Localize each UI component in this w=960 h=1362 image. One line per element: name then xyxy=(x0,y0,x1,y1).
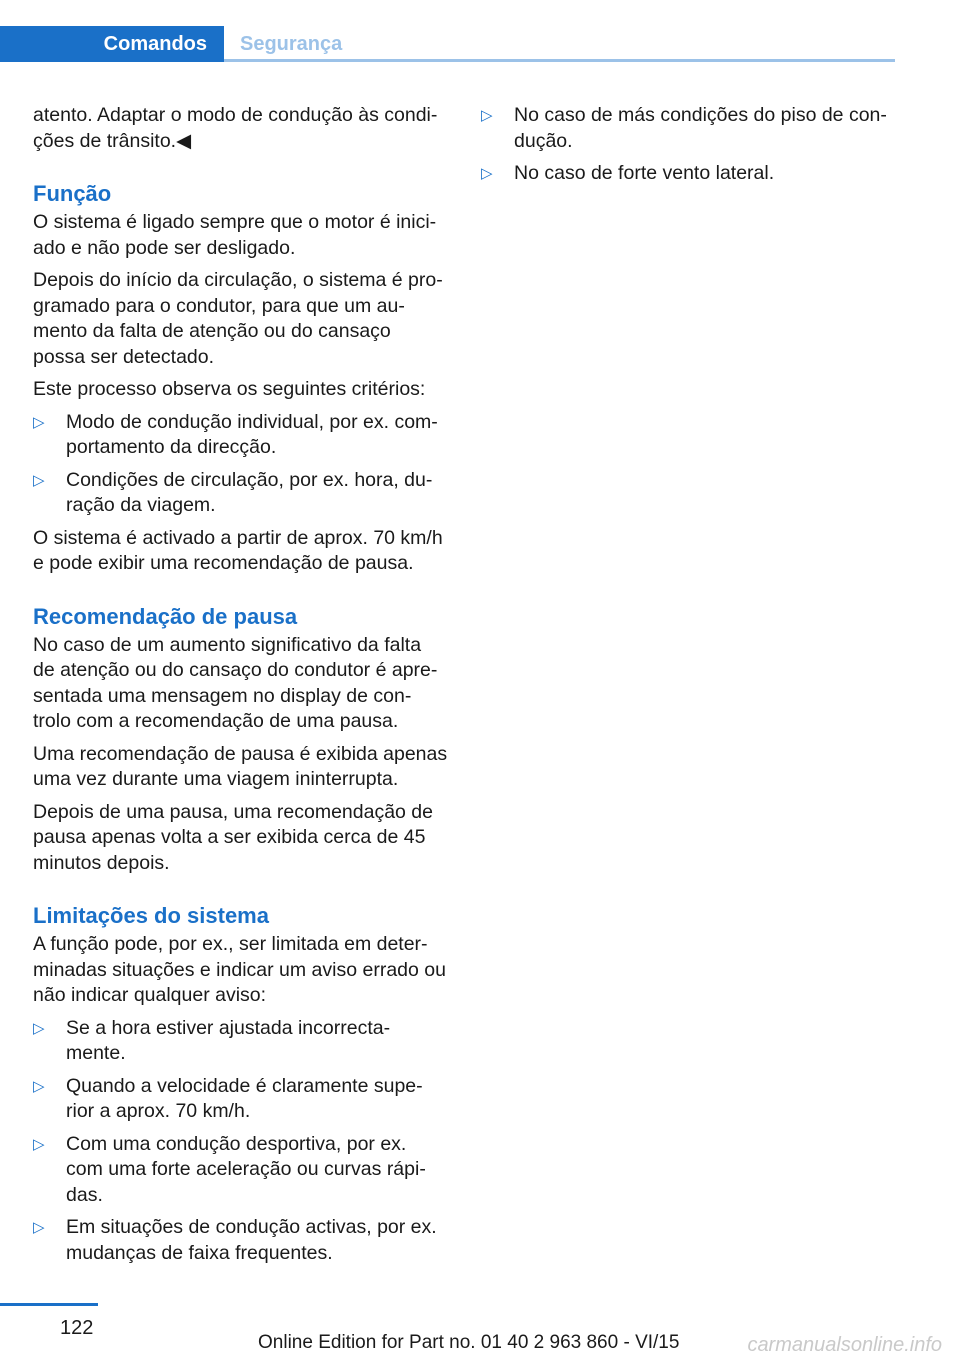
header-tab-seguranca: Segurança xyxy=(240,33,343,55)
limitations-list-continued xyxy=(481,103,896,187)
paragraph: Este processo observa os seguintes critérios: xyxy=(33,378,426,400)
triangle-bullet-icon: ▷ xyxy=(481,165,493,182)
list-item-text: Se a hora estiver ajustada incorrecta‐mente. xyxy=(66,1016,391,1064)
paragraph: No caso de um aumento significativo da falta de atenção ou do cansaço do condutor é apre‐sentada uma mensagem no display de con‐trolo com a recomendação de uma pausa. xyxy=(33,633,438,732)
list-item xyxy=(33,410,448,461)
right-column xyxy=(481,103,896,194)
triangle-bullet-icon: ▷ xyxy=(33,1019,45,1037)
page-header xyxy=(0,0,895,62)
list-item-text: Modo de condução individual, por ex. com‐portamento da direcção. xyxy=(66,410,438,458)
edition-note: Online Edition for Part no. 01 40 2 963 860 - VI/15 xyxy=(258,1332,680,1353)
triangle-bullet-icon: ▷ xyxy=(33,1135,45,1153)
list-item xyxy=(481,103,896,154)
list-item-text: Com uma condução desportiva, por ex. com uma forte aceleração ou curvas rápi‐das. xyxy=(66,1132,426,1206)
paragraph: O sistema é activado a partir de aprox. 70 km/h e pode exibir uma recomendação de pausa. xyxy=(33,526,443,574)
list-item xyxy=(33,1132,448,1209)
list-item xyxy=(33,1074,448,1125)
list-item xyxy=(33,1215,448,1266)
limitations-list xyxy=(33,1016,448,1267)
paragraph: O sistema é ligado sempre que o motor é inici‐ado e não pode ser desligado. xyxy=(33,211,437,259)
list-item xyxy=(33,468,448,519)
list-item-text: No caso de más condições do piso de con‐dução. xyxy=(514,104,887,152)
page-number: 122 xyxy=(60,1317,94,1339)
triangle-bullet-icon: ▷ xyxy=(33,1077,45,1095)
paragraph: Depois de uma pausa, uma recomendação de pausa apenas volta a ser exibida cerca de 45 minutos depois. xyxy=(33,800,433,874)
section-heading-limitacoes: Limitações do sistema xyxy=(33,903,269,928)
section-heading-recomendacao: Recomendação de pausa xyxy=(33,603,298,629)
section-heading-funcao: Função xyxy=(33,181,112,206)
criteria-list xyxy=(33,410,448,519)
triangle-bullet-icon: ▷ xyxy=(481,107,493,124)
triangle-bullet-icon: ▷ xyxy=(33,471,45,489)
list-item-text: Quando a velocidade é claramente supe‐rior a aprox. 70 km/h. xyxy=(66,1074,423,1122)
paragraph: Depois do início da circulação, o sistema é pro‐gramado para o condutor, para que um au‐mento da falta de atenção ou do cansaço possa ser detectado. xyxy=(33,269,443,368)
paragraph: A função pode, por ex., ser limitada em deter‐minadas situações e indicar um aviso errado ou não indicar qualquer aviso: xyxy=(33,933,446,1006)
left-column xyxy=(33,103,448,1273)
triangle-bullet-icon: ▷ xyxy=(33,1219,45,1236)
paragraph: Uma recomendação de pausa é exibida apenas uma vez durante uma viagem ininterrupta. xyxy=(33,742,448,790)
intro-paragraph: atento. Adaptar o modo de condução às condi‐ções de trânsito.◀ xyxy=(33,104,438,152)
header-tab-comandos: Comandos xyxy=(0,26,224,62)
triangle-bullet-icon: ▷ xyxy=(33,413,45,431)
header-rule xyxy=(224,59,895,62)
footer-rule xyxy=(0,1303,98,1306)
list-item-text: No caso de forte vento lateral. xyxy=(514,162,775,184)
list-item-text: Em situações de condução activas, por ex. mudanças de faixa frequentes. xyxy=(66,1216,437,1264)
list-item xyxy=(481,161,896,187)
watermark: carmanualsonline.info xyxy=(747,1334,942,1356)
list-item xyxy=(33,1016,448,1067)
list-item-text: Condições de circulação, por ex. hora, du‐ração da viagem. xyxy=(66,468,433,516)
